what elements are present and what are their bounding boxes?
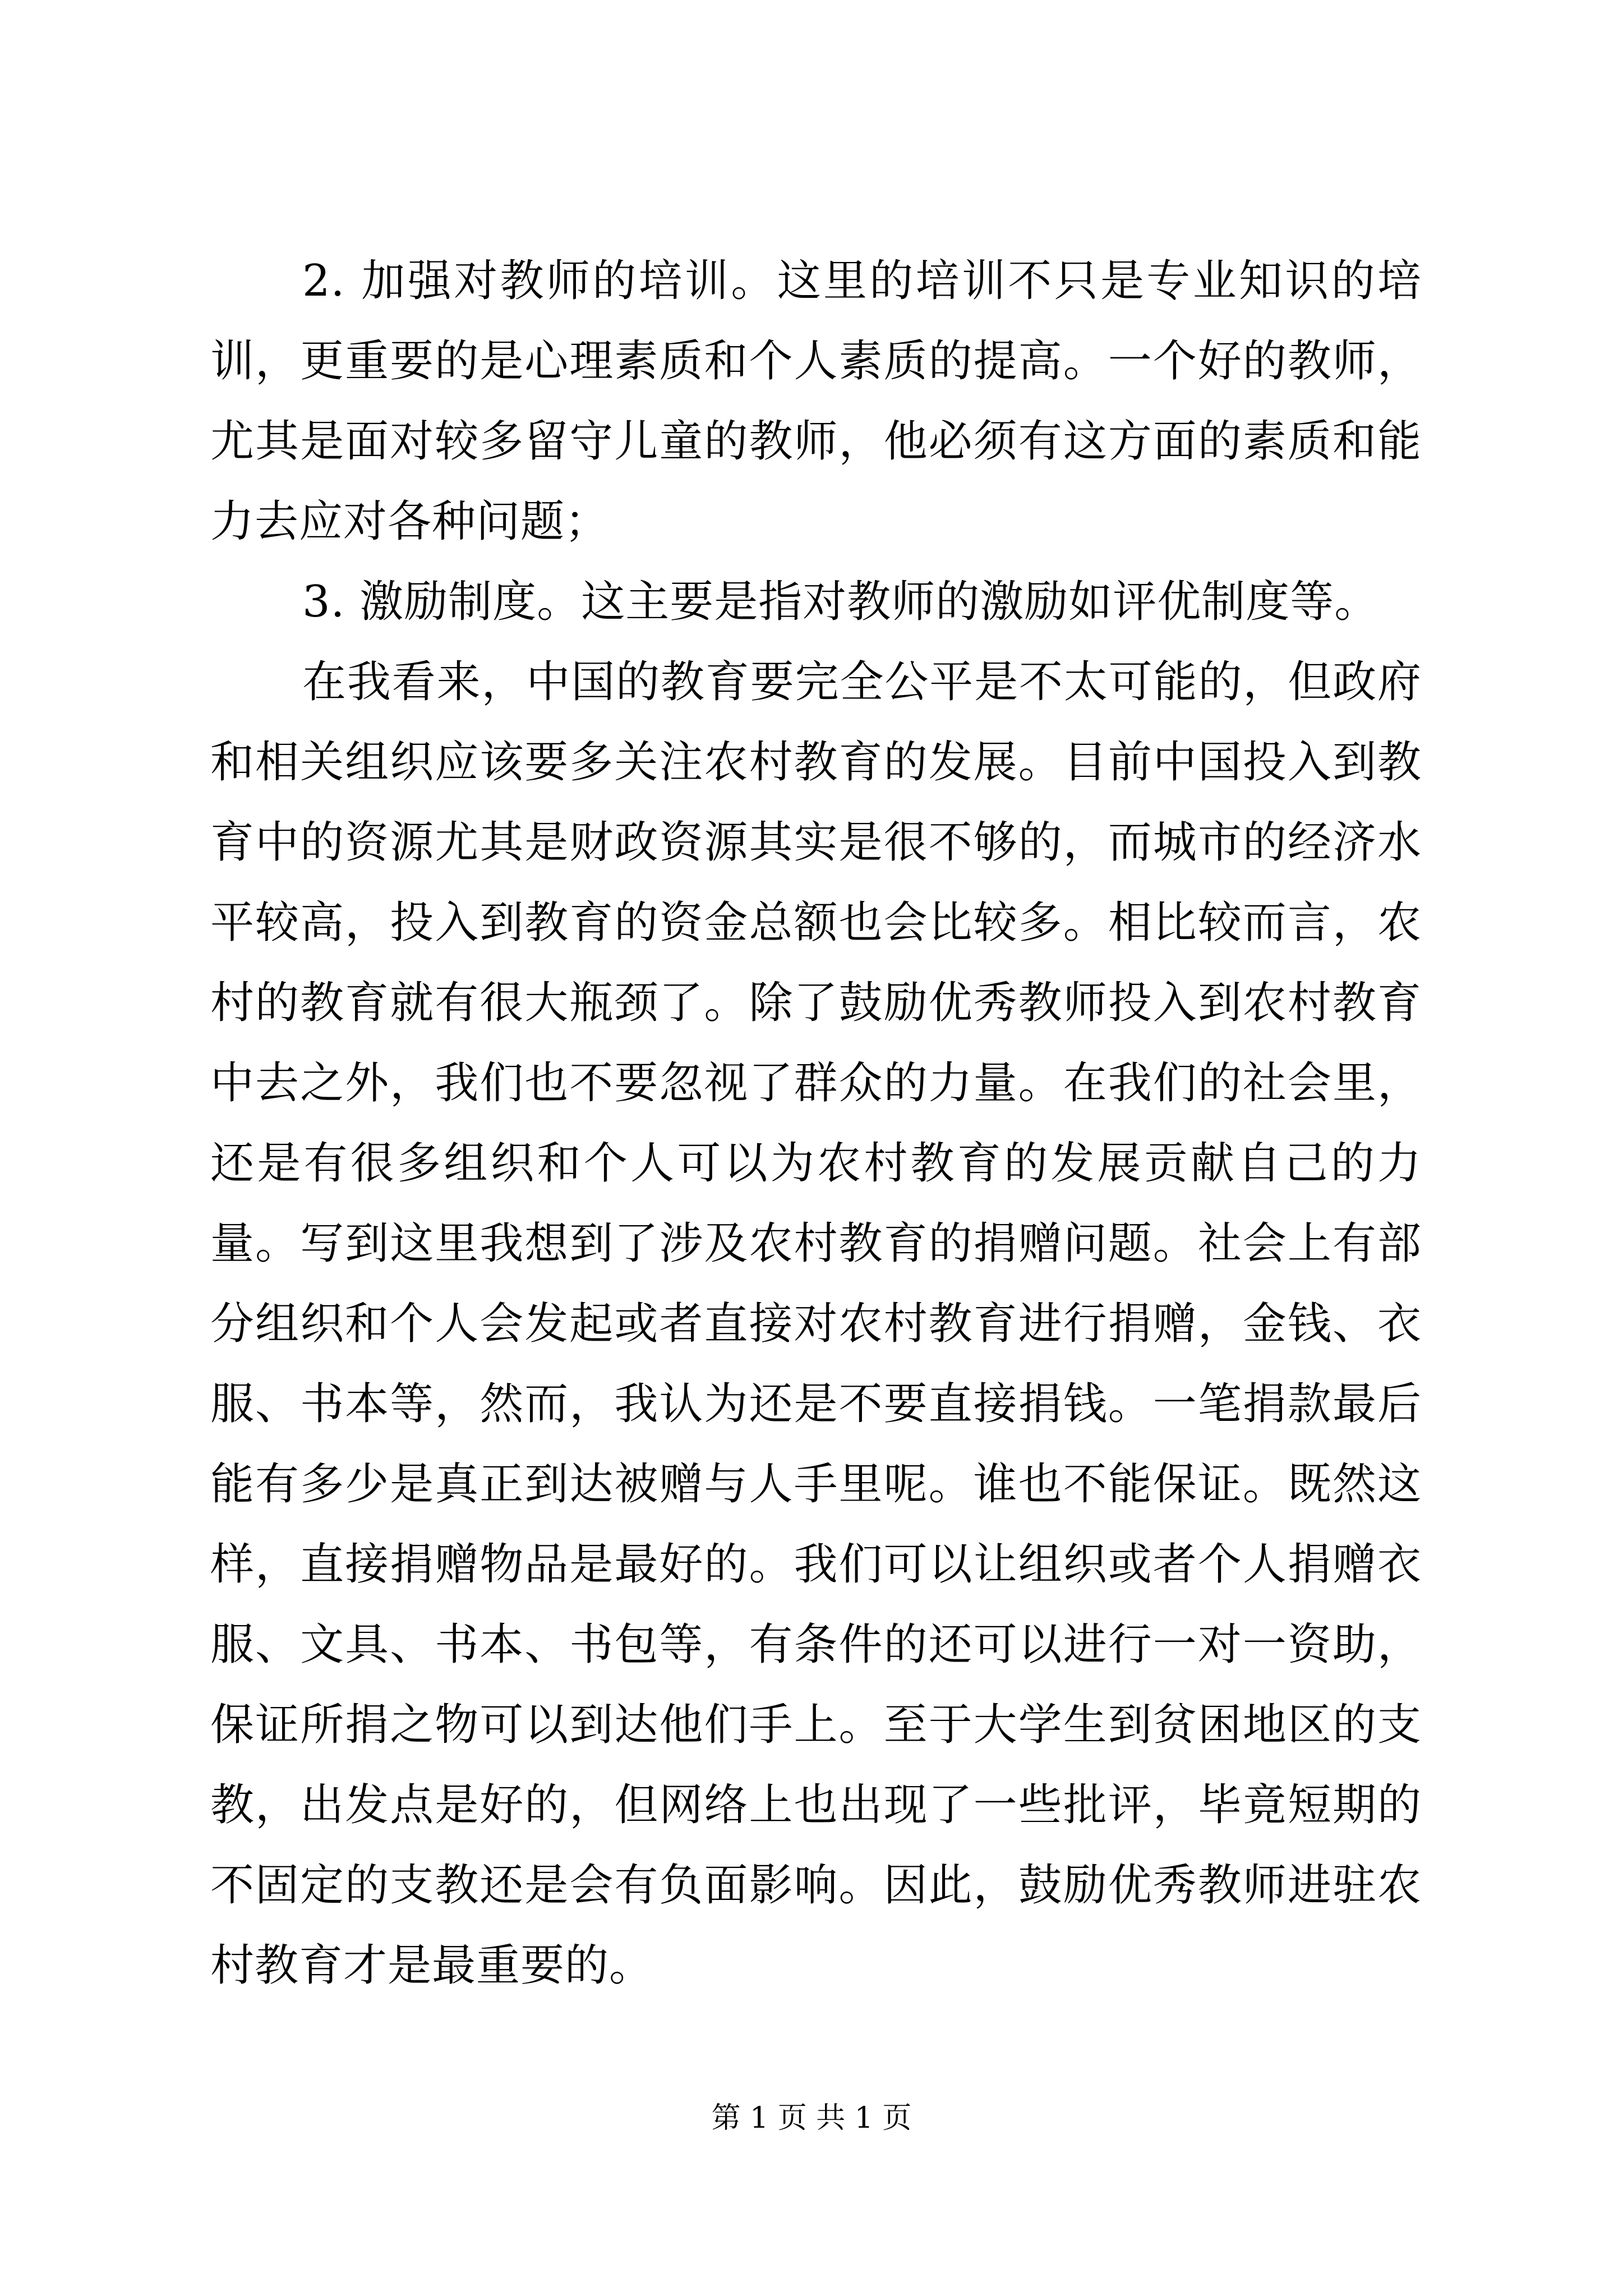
page-number-footer: 第 1 页 共 1 页 [711, 2101, 912, 2135]
document-body [210, 241, 1422, 2006]
paragraph-rural-education: 在我看来，中国的教育要完全公平是不太可能的，但政府和相关组织应该要多关注农村教育的发展。目前中国投入到教育中的资源尤其是财政资源其实是很不够的，而城市的经济水平较高，投入到教育的资金总额也会比较多。相比较而言，农村的教育就有很大瓶颈了。除了鼓励优秀教师投入到农村教育中去之外，我们也不要忽视了群众的力量。在我们的社会里，还是有很多组织和个人可以为农村教育的发展贡献自己的力量。写到这里我想到了涉及农村教育的捐赠问题。社会上有部分组织和个人会发起或者直接对农村教育进行捐赠，金钱、衣服、书本等，然而，我认为还是不要直接捐钱。一笔捐款最后能有多少是真正到达被赠与人手里呢。谁也不能保证。既然这样，直接捐赠物品是最好的。我们可以让组织或者个人捐赠衣服、文具、书本、书包等，有条件的还可以进行一对一资助，保证所捐之物可以到达他们手上。至于大学生到贫困地区的支教，出发点是好的，但网络上也出现了一些批评，毕竟短期的不固定的支教还是会有负面影响。因此，鼓励优秀教师进驻农村教育才是最重要的。 [210, 657, 1422, 1991]
paragraph-teacher-training: 2. 加强对教师的培训。这里的培训不只是专业知识的培训，更重要的是心理素质和个人素质的提高。一个好的教师，尤其是面对较多留守儿童的教师，他必须有这方面的素质和能力去应对各种问题； [210, 256, 1422, 547]
paragraph-incentive-system: 3. 激励制度。这主要是指对教师的激励如评优制度等。 [302, 577, 1379, 627]
